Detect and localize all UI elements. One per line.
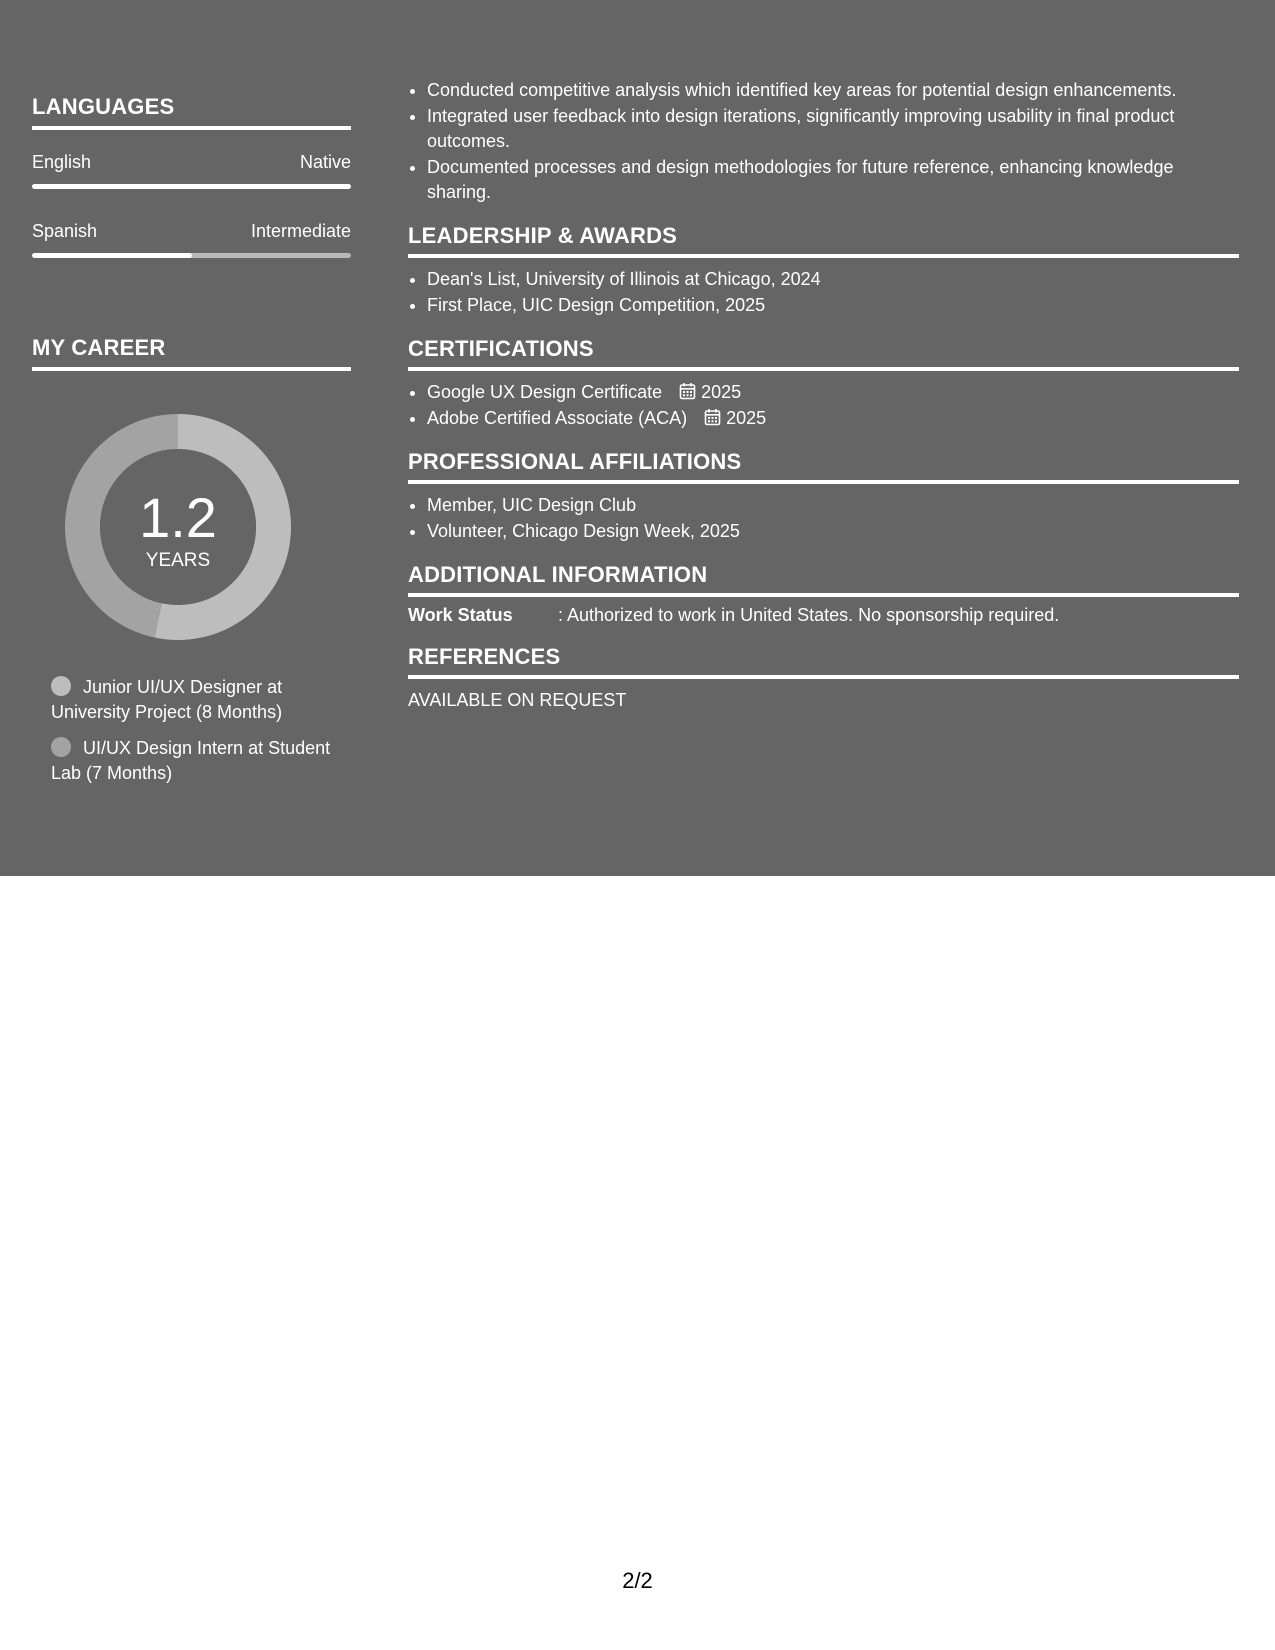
- additional-info-section: [408, 562, 1239, 626]
- languages-title: LANGUAGES: [32, 94, 351, 130]
- references-text: AVAILABLE ON REQUEST: [408, 690, 627, 710]
- page-number: 2/2: [622, 1568, 653, 1593]
- experience-bullet: • Conducted competitive analysis which identified key areas for potential design enhancements.: [427, 78, 1239, 103]
- leadership-list: [408, 267, 1239, 318]
- references-section: [408, 644, 1239, 711]
- certifications-title: CERTIFICATIONS: [408, 336, 1239, 371]
- career-item-text: Junior UI/UX Designer at University Project (8 Months): [51, 677, 283, 722]
- leadership-item: • Dean's List, University of Illinois at Chicago, 2024: [427, 267, 1239, 292]
- language-name: English: [32, 152, 92, 172]
- career-legend-dot: [51, 737, 71, 757]
- certifications-section: [408, 336, 1239, 431]
- affiliations-section: [408, 449, 1239, 544]
- leadership-title: LEADERSHIP & AWARDS: [408, 223, 1239, 258]
- language-proficiency-fill: [32, 253, 192, 258]
- language-level: Native: [299, 152, 351, 172]
- language-item-english: [32, 152, 351, 189]
- career-list: [51, 675, 351, 797]
- experience-bullets: [408, 78, 1239, 205]
- certification-name: Adobe Certified Associate (ACA): [427, 408, 688, 428]
- additional-info-title: ADDITIONAL INFORMATION: [408, 562, 1239, 597]
- career-legend-dot: [51, 676, 71, 696]
- leadership-section: [408, 223, 1239, 318]
- language-proficiency-fill: [32, 184, 351, 189]
- career-donut-chart: [65, 414, 291, 640]
- leadership-item: • First Place, UIC Design Competition, 2025: [427, 293, 1239, 318]
- right-column: [408, 78, 1239, 711]
- affiliation-item: • Volunteer, Chicago Design Week, 2025: [427, 519, 1239, 544]
- certification-year: 2025: [726, 408, 767, 428]
- affiliations-list: [408, 493, 1239, 544]
- language-item-spanish: [32, 221, 351, 258]
- certifications-list: [408, 380, 1239, 431]
- language-proficiency-bar: [32, 253, 351, 258]
- work-status-row: [408, 605, 1239, 626]
- certification-item: [427, 406, 1239, 431]
- work-status-label: Work Status: [408, 605, 513, 625]
- career-item: [51, 736, 351, 786]
- calendar-icon: [704, 408, 721, 426]
- references-title: REFERENCES: [408, 644, 1239, 679]
- experience-bullet: • Integrated user feedback into design iterations, significantly improving usability in final product outcomes.: [427, 104, 1239, 154]
- calendar-icon: [679, 382, 696, 400]
- certification-item: [427, 380, 1239, 405]
- career-total-unit: YEARS: [145, 550, 211, 571]
- language-name: Spanish: [32, 221, 98, 241]
- certification-name: Google UX Design Certificate: [427, 382, 663, 402]
- career-title: MY CAREER: [32, 335, 351, 371]
- career-item: [51, 675, 351, 725]
- career-total-value: 1.2: [139, 486, 217, 549]
- experience-bullet: • Documented processes and design methodologies for future reference, enhancing knowledge sharing.: [427, 155, 1239, 205]
- language-proficiency-bar: [32, 184, 351, 189]
- affiliations-title: PROFESSIONAL AFFILIATIONS: [408, 449, 1239, 484]
- certification-year: 2025: [701, 382, 742, 402]
- language-level: Intermediate: [250, 221, 351, 241]
- work-status-value: : Authorized to work in United States. No sponsorship required.: [558, 605, 1060, 625]
- career-item-text: UI/UX Design Intern at Student Lab (7 Months): [51, 738, 331, 783]
- affiliation-item: • Member, UIC Design Club: [427, 493, 1239, 518]
